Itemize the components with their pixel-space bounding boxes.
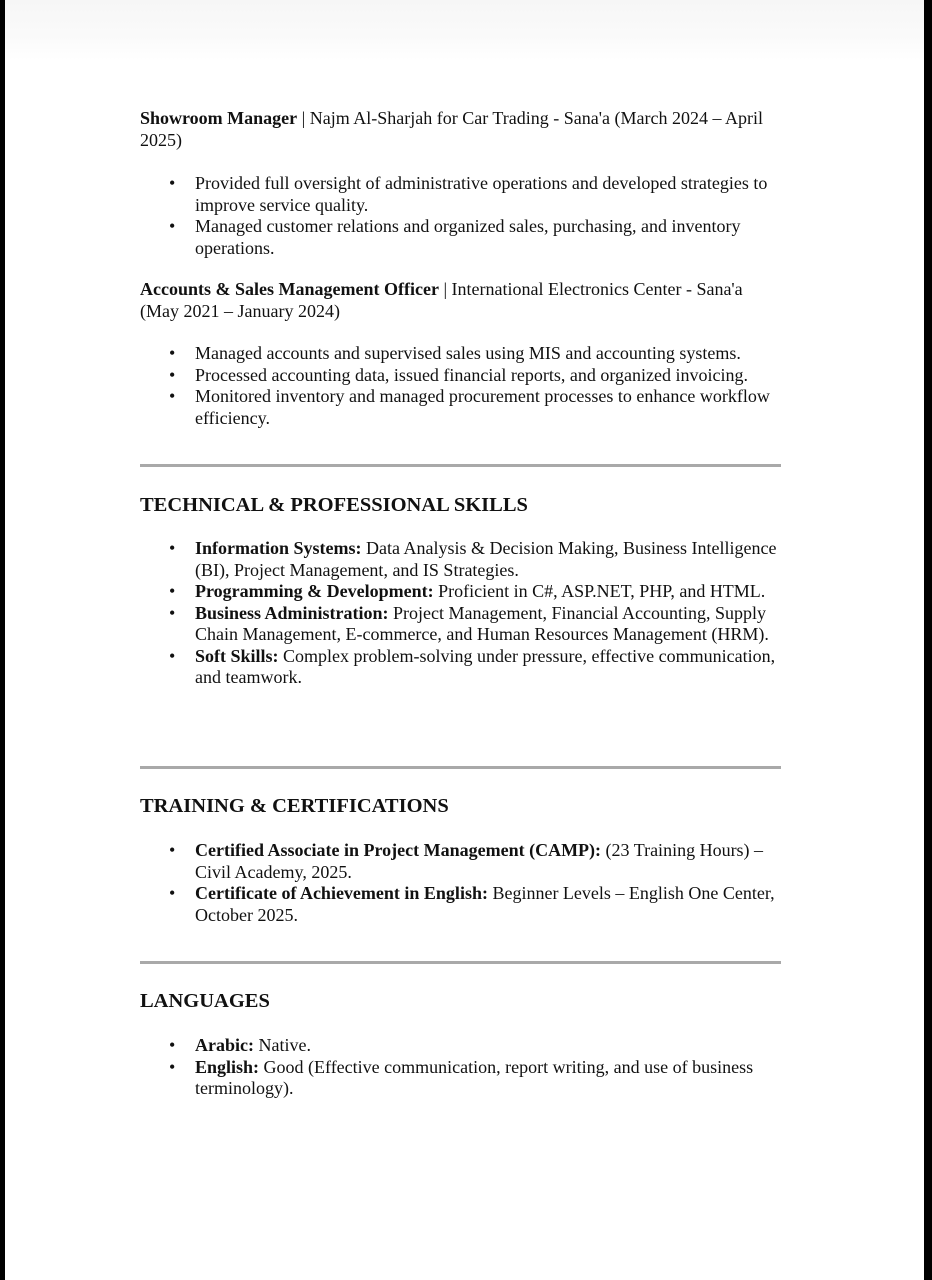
item-label: Arabic:	[195, 1035, 254, 1055]
divider	[140, 766, 781, 769]
training-list	[140, 840, 786, 926]
bullet-icon: •	[169, 602, 176, 623]
bullet-icon: •	[169, 645, 176, 666]
item-label: Certificate of Achievement in English:	[195, 883, 488, 903]
item-text: Beginner Levels – English One Center, October 2025.	[195, 883, 775, 925]
bullet-icon: •	[169, 173, 176, 193]
job-heading	[140, 279, 765, 322]
list-item	[140, 603, 786, 646]
section-heading-languages: LANGUAGES	[140, 990, 270, 1012]
list-item	[140, 538, 786, 581]
item-text: Complex problem-solving under pressure, effective communication, and teamwork.	[195, 645, 776, 687]
job-title: Showroom Manager	[140, 108, 298, 128]
bullet-icon: •	[169, 538, 176, 558]
item-text: (23 Training Hours) – Civil Academy, 2025.	[195, 840, 764, 882]
item-text: Native.	[253, 1035, 311, 1055]
job-bullets	[140, 173, 786, 259]
list-item	[140, 343, 786, 365]
divider	[140, 464, 781, 467]
item-label: Certified Associate in Project Management (CAMP):	[195, 840, 602, 860]
bullet-icon: •	[169, 386, 176, 406]
section-heading-skills: TECHNICAL & PROFESSIONAL SKILLS	[140, 494, 528, 516]
bullet-text: Monitored inventory and managed procurement processes to enhance workflow efficiency.	[195, 386, 770, 428]
bullet-text: Managed accounts and supervised sales using MIS and accounting systems.	[195, 343, 741, 363]
list-item	[140, 581, 786, 603]
bullet-icon: •	[169, 581, 176, 601]
item-text: Data Analysis & Decision Making, Business Intelligence (BI), Project Management, and IS Strategies.	[195, 538, 777, 580]
list-item	[140, 216, 786, 259]
item-label: English:	[195, 1056, 260, 1077]
bullet-icon: •	[169, 1056, 176, 1077]
list-item	[140, 173, 786, 216]
bullet-text: Processed accounting data, issued financial reports, and organized invoicing.	[195, 364, 748, 385]
item-text: Good (Effective communication, report writing, and use of business terminology).	[195, 1056, 754, 1098]
job-heading	[140, 108, 765, 151]
list-item	[140, 883, 786, 926]
item-label: Business Administration:	[195, 602, 389, 623]
list-item	[140, 1057, 786, 1100]
bullet-text: Provided full oversight of administrative operations and developed strategies to improve service quality.	[195, 173, 768, 215]
job-details: | International Electronics Center - Sana'a (May 2021 – January 2024)	[140, 279, 743, 321]
list-item	[140, 646, 786, 689]
item-label: Programming & Development:	[195, 581, 434, 601]
bullet-icon: •	[169, 883, 176, 903]
list-item	[140, 840, 786, 883]
skills-list	[140, 538, 786, 689]
divider	[140, 961, 781, 964]
page-top-shadow	[5, 0, 924, 60]
job-bullets	[140, 343, 786, 429]
bullet-icon: •	[169, 364, 176, 385]
section-heading-training: TRAINING & CERTIFICATIONS	[140, 795, 449, 817]
bullet-icon: •	[169, 343, 176, 363]
job-title: Accounts & Sales Management Officer	[140, 279, 439, 299]
item-text: Project Management, Financial Accounting, Supply Chain Management, E-commerce, and Human Resources Management (HRM).	[195, 602, 769, 644]
job-details: | Najm Al-Sharjah for Car Trading - Sana'a (March 2024 – April 2025)	[140, 108, 763, 150]
bullet-icon: •	[169, 216, 176, 236]
item-label: Information Systems:	[195, 538, 362, 558]
bullet-icon: •	[169, 1035, 176, 1055]
list-item	[140, 386, 786, 429]
item-label: Soft Skills:	[195, 645, 279, 666]
list-item	[140, 1035, 786, 1057]
languages-list	[140, 1035, 786, 1100]
bullet-text: Managed customer relations and organized sales, purchasing, and inventory operations.	[195, 216, 741, 258]
bullet-icon: •	[169, 840, 176, 860]
item-text: Proficient in C#, ASP.NET, PHP, and HTML.	[433, 581, 766, 601]
list-item	[140, 365, 786, 387]
